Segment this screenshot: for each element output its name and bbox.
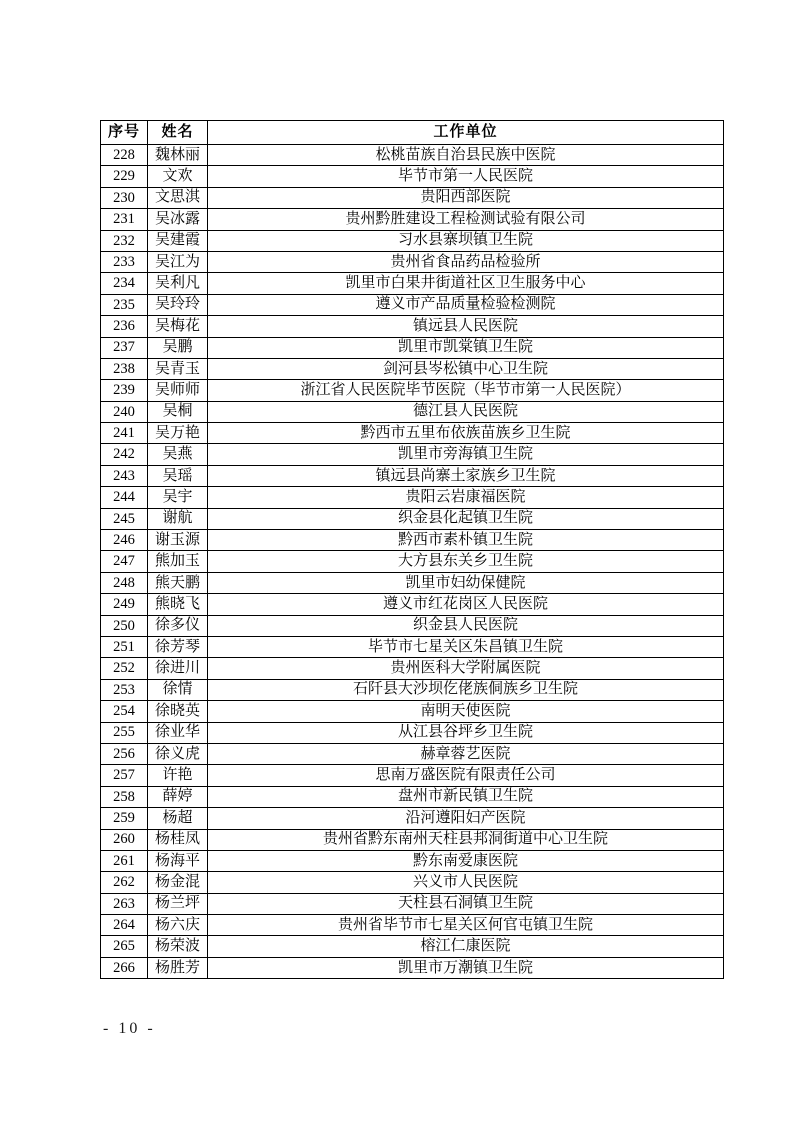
unit-cell: 凯里市凯棠镇卫生院 — [208, 337, 724, 358]
name-cell: 徐芳琴 — [148, 636, 208, 657]
table-row — [101, 166, 724, 187]
name-cell: 徐进川 — [148, 658, 208, 679]
name-cell: 许艳 — [148, 765, 208, 786]
table-row — [101, 145, 724, 166]
name-cell: 吴宇 — [148, 487, 208, 508]
unit-cell: 黔西市五里布依族苗族乡卫生院 — [208, 423, 724, 444]
name-cell: 杨海平 — [148, 850, 208, 871]
serial-cell: 262 — [101, 872, 148, 893]
unit-cell: 南明天使医院 — [208, 701, 724, 722]
unit-cell: 遵义市产品质量检验检测院 — [208, 294, 724, 315]
serial-cell: 255 — [101, 722, 148, 743]
name-cell: 吴瑶 — [148, 465, 208, 486]
serial-cell: 238 — [101, 358, 148, 379]
name-cell: 熊加玉 — [148, 551, 208, 572]
name-cell: 杨胜芳 — [148, 957, 208, 978]
unit-cell: 贵州省黔东南州天柱县邦洞街道中心卫生院 — [208, 829, 724, 850]
unit-cell: 黔西市素朴镇卫生院 — [208, 530, 724, 551]
serial-cell: 252 — [101, 658, 148, 679]
serial-cell: 266 — [101, 957, 148, 978]
table-row — [101, 380, 724, 401]
name-cell: 吴万艳 — [148, 423, 208, 444]
unit-cell: 兴义市人民医院 — [208, 872, 724, 893]
unit-cell: 凯里市妇幼保健院 — [208, 572, 724, 593]
table-row — [101, 572, 724, 593]
name-cell: 徐情 — [148, 679, 208, 700]
table-row — [101, 743, 724, 764]
unit-cell: 德江县人民医院 — [208, 401, 724, 422]
unit-cell: 天柱县石洞镇卫生院 — [208, 893, 724, 914]
table-row — [101, 316, 724, 337]
table-row — [101, 722, 724, 743]
unit-cell: 剑河县岑松镇中心卫生院 — [208, 358, 724, 379]
unit-cell: 黔东南爱康医院 — [208, 850, 724, 871]
serial-cell: 237 — [101, 337, 148, 358]
unit-cell: 凯里市万潮镇卫生院 — [208, 957, 724, 978]
table-row — [101, 850, 724, 871]
unit-cell: 贵阳西部医院 — [208, 187, 724, 208]
table-row — [101, 701, 724, 722]
roster-table — [100, 120, 724, 979]
unit-cell: 贵阳云岩康福医院 — [208, 487, 724, 508]
serial-cell: 253 — [101, 679, 148, 700]
unit-cell: 石阡县大沙坝仡佬族侗族乡卫生院 — [208, 679, 724, 700]
unit-cell: 遵义市红花岗区人民医院 — [208, 594, 724, 615]
table-row — [101, 401, 724, 422]
serial-cell: 249 — [101, 594, 148, 615]
table-row — [101, 465, 724, 486]
serial-cell: 265 — [101, 936, 148, 957]
table-row — [101, 915, 724, 936]
name-cell: 徐业华 — [148, 722, 208, 743]
name-cell: 吴冰露 — [148, 209, 208, 230]
table-row — [101, 230, 724, 251]
name-cell: 吴青玉 — [148, 358, 208, 379]
serial-cell: 258 — [101, 786, 148, 807]
serial-cell: 251 — [101, 636, 148, 657]
name-cell: 吴鹏 — [148, 337, 208, 358]
unit-cell: 沿河遵阳妇产医院 — [208, 808, 724, 829]
unit-cell: 毕节市七星关区朱昌镇卫生院 — [208, 636, 724, 657]
unit-cell: 贵州省毕节市七星关区何官屯镇卫生院 — [208, 915, 724, 936]
header-name: 姓名 — [148, 121, 208, 145]
serial-cell: 232 — [101, 230, 148, 251]
serial-cell: 254 — [101, 701, 148, 722]
serial-cell: 259 — [101, 808, 148, 829]
name-cell: 吴江为 — [148, 251, 208, 272]
serial-cell: 250 — [101, 615, 148, 636]
table-row — [101, 658, 724, 679]
table-row — [101, 829, 724, 850]
header-serial: 序号 — [101, 121, 148, 145]
name-cell: 杨金混 — [148, 872, 208, 893]
unit-cell: 毕节市第一人民医院 — [208, 166, 724, 187]
table-row — [101, 808, 724, 829]
table-row — [101, 294, 724, 315]
serial-cell: 257 — [101, 765, 148, 786]
name-cell: 文思淇 — [148, 187, 208, 208]
table-header-row — [101, 121, 724, 145]
unit-cell: 浙江省人民医院毕节医院（毕节市第一人民医院） — [208, 380, 724, 401]
table-row — [101, 508, 724, 529]
serial-cell: 235 — [101, 294, 148, 315]
name-cell: 徐晓英 — [148, 701, 208, 722]
name-cell: 杨桂凤 — [148, 829, 208, 850]
table-row — [101, 893, 724, 914]
serial-cell: 228 — [101, 145, 148, 166]
table-row — [101, 187, 724, 208]
serial-cell: 245 — [101, 508, 148, 529]
serial-cell: 234 — [101, 273, 148, 294]
table-row — [101, 936, 724, 957]
unit-cell: 贵州省食品药品检验所 — [208, 251, 724, 272]
serial-cell: 239 — [101, 380, 148, 401]
table-row — [101, 273, 724, 294]
table-row — [101, 786, 724, 807]
name-cell: 吴利凡 — [148, 273, 208, 294]
name-cell: 徐义虎 — [148, 743, 208, 764]
unit-cell: 织金县人民医院 — [208, 615, 724, 636]
unit-cell: 赫章蓉艺医院 — [208, 743, 724, 764]
table-row — [101, 358, 724, 379]
unit-cell: 织金县化起镇卫生院 — [208, 508, 724, 529]
serial-cell: 256 — [101, 743, 148, 764]
serial-cell: 246 — [101, 530, 148, 551]
table-body — [101, 145, 724, 979]
unit-cell: 贵州医科大学附属医院 — [208, 658, 724, 679]
name-cell: 薛婷 — [148, 786, 208, 807]
serial-cell: 233 — [101, 251, 148, 272]
table-row — [101, 487, 724, 508]
table-row — [101, 765, 724, 786]
name-cell: 文欢 — [148, 166, 208, 187]
table-row — [101, 872, 724, 893]
serial-cell: 247 — [101, 551, 148, 572]
name-cell: 熊晓飞 — [148, 594, 208, 615]
unit-cell: 盘州市新民镇卫生院 — [208, 786, 724, 807]
name-cell: 杨六庆 — [148, 915, 208, 936]
serial-cell: 241 — [101, 423, 148, 444]
name-cell: 杨超 — [148, 808, 208, 829]
unit-cell: 镇远县尚寨土家族乡卫生院 — [208, 465, 724, 486]
unit-cell: 凯里市白果井街道社区卫生服务中心 — [208, 273, 724, 294]
serial-cell: 240 — [101, 401, 148, 422]
table-row — [101, 636, 724, 657]
table-row — [101, 423, 724, 444]
serial-cell: 263 — [101, 893, 148, 914]
serial-cell: 248 — [101, 572, 148, 593]
serial-cell: 264 — [101, 915, 148, 936]
serial-cell: 244 — [101, 487, 148, 508]
unit-cell: 思南万盛医院有限责任公司 — [208, 765, 724, 786]
name-cell: 吴燕 — [148, 444, 208, 465]
unit-cell: 凯里市旁海镇卫生院 — [208, 444, 724, 465]
table-row — [101, 251, 724, 272]
table-row — [101, 957, 724, 978]
name-cell: 吴桐 — [148, 401, 208, 422]
header-work-unit: 工作单位 — [208, 121, 724, 145]
serial-cell: 231 — [101, 209, 148, 230]
unit-cell: 从江县谷坪乡卫生院 — [208, 722, 724, 743]
serial-cell: 230 — [101, 187, 148, 208]
name-cell: 徐多仪 — [148, 615, 208, 636]
table-row — [101, 679, 724, 700]
unit-cell: 松桃苗族自治县民族中医院 — [208, 145, 724, 166]
name-cell: 吴建霞 — [148, 230, 208, 251]
serial-cell: 261 — [101, 850, 148, 871]
table-row — [101, 615, 724, 636]
serial-cell: 229 — [101, 166, 148, 187]
unit-cell: 榕江仁康医院 — [208, 936, 724, 957]
table-row — [101, 209, 724, 230]
unit-cell: 贵州黔胜建设工程检测试验有限公司 — [208, 209, 724, 230]
name-cell: 熊天鹏 — [148, 572, 208, 593]
name-cell: 杨荣波 — [148, 936, 208, 957]
table-row — [101, 444, 724, 465]
name-cell: 魏林丽 — [148, 145, 208, 166]
unit-cell: 镇远县人民医院 — [208, 316, 724, 337]
unit-cell: 大方县东关乡卫生院 — [208, 551, 724, 572]
serial-cell: 243 — [101, 465, 148, 486]
serial-cell: 236 — [101, 316, 148, 337]
name-cell: 杨兰坪 — [148, 893, 208, 914]
name-cell: 谢玉源 — [148, 530, 208, 551]
table-row — [101, 337, 724, 358]
page-number: - 10 - — [103, 1020, 156, 1037]
table-row — [101, 594, 724, 615]
name-cell: 谢航 — [148, 508, 208, 529]
name-cell: 吴玲玲 — [148, 294, 208, 315]
name-cell: 吴梅花 — [148, 316, 208, 337]
table-row — [101, 551, 724, 572]
serial-cell: 260 — [101, 829, 148, 850]
table-row — [101, 530, 724, 551]
name-cell: 吴师师 — [148, 380, 208, 401]
serial-cell: 242 — [101, 444, 148, 465]
unit-cell: 习水县寨坝镇卫生院 — [208, 230, 724, 251]
